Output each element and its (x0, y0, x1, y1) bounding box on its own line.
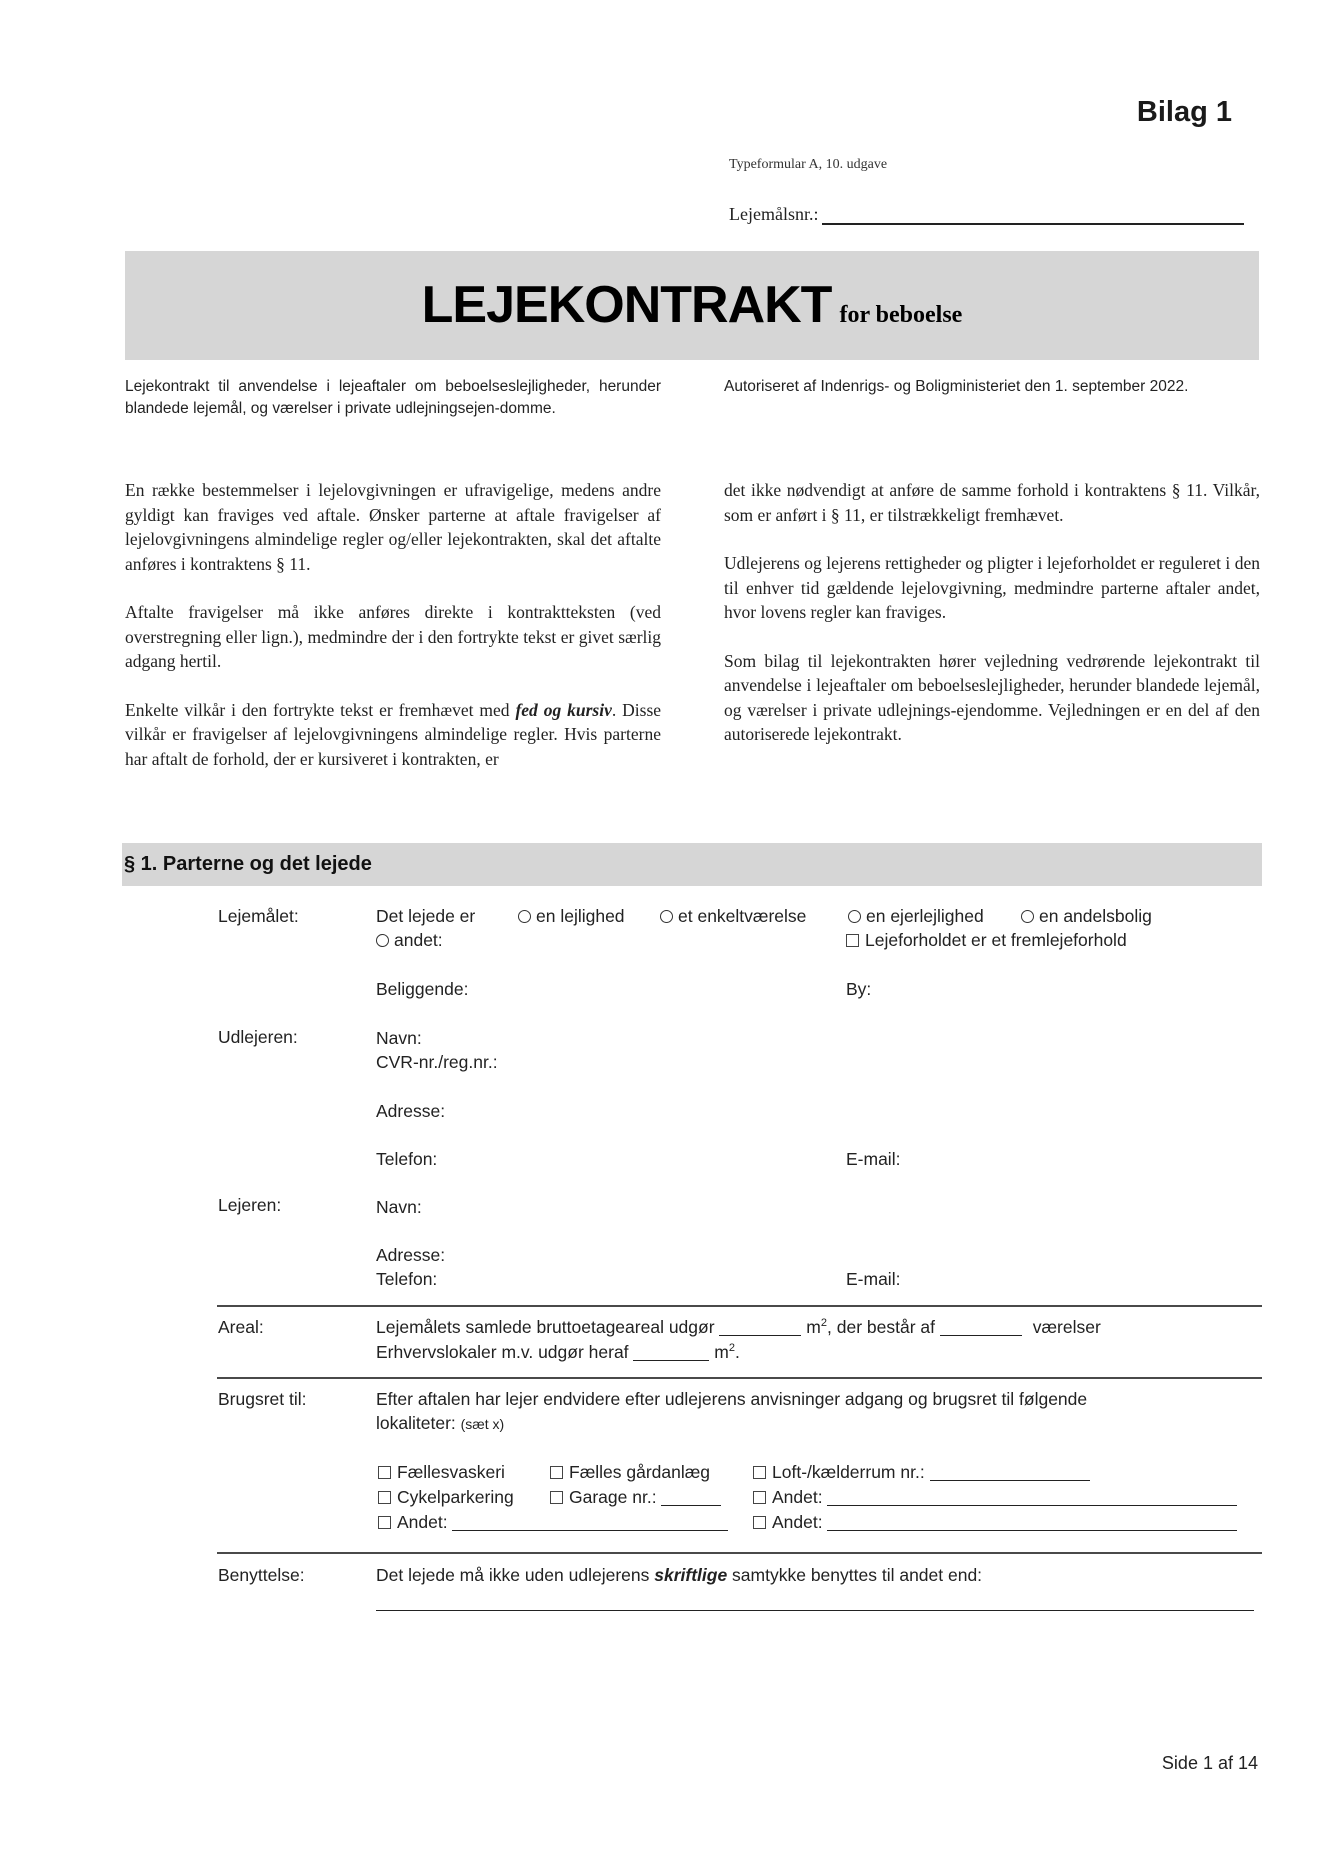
radio-icon[interactable] (376, 934, 389, 947)
area-line-2 (376, 1342, 740, 1363)
checkbox-label: Loft-/kælderrum nr.: (772, 1462, 925, 1482)
document-subtitle: for beboelse (839, 302, 963, 328)
checkbox-label: Lejeforholdet er et fremlejeforhold (865, 930, 1127, 950)
divider (217, 1377, 1262, 1379)
document-title: LEJEKONTRAKT (421, 276, 832, 334)
permitted-use-input[interactable] (376, 1610, 1254, 1611)
attic-basement-number-input[interactable] (930, 1465, 1090, 1481)
option-label: en ejerlejlighed (866, 906, 984, 926)
radio-icon[interactable] (1021, 910, 1034, 923)
title-band (125, 251, 1259, 360)
location-label: Beliggende: (376, 979, 469, 999)
option-label: en lejlighed (536, 906, 625, 926)
option-label: andet: (394, 930, 443, 950)
use-label: Benyttelse: (218, 1565, 305, 1585)
gross-area-input[interactable] (719, 1320, 801, 1336)
landlord-address-label: Adresse: (376, 1101, 446, 1121)
emphasis-text: fed og kursiv (515, 699, 612, 720)
tenant-address-label: Adresse: (376, 1245, 446, 1265)
unit-exponent: 2 (820, 1317, 827, 1330)
text-segment: samtykke benyttes til andet end: (727, 1565, 983, 1585)
radio-icon[interactable] (518, 910, 531, 923)
checkbox-other-1[interactable] (753, 1487, 1237, 1508)
option-apartment[interactable] (518, 906, 625, 927)
checkbox-icon[interactable] (753, 1491, 766, 1504)
attachment-label: Bilag 1 (1136, 96, 1232, 128)
tenant-email-label: E-mail: (846, 1269, 901, 1289)
unit-exponent: 2 (728, 1342, 735, 1355)
checkbox-label: Andet: (772, 1512, 823, 1532)
checkbox-icon[interactable] (550, 1466, 563, 1479)
text-segment: lokaliteter: (376, 1413, 456, 1433)
checkbox-garage[interactable] (550, 1487, 721, 1508)
area-line-1 (376, 1317, 1101, 1338)
unit-label: m (714, 1342, 729, 1362)
tenant-phone-label: Telefon: (376, 1269, 438, 1289)
checkbox-laundry[interactable] (378, 1462, 505, 1483)
divider (217, 1305, 1262, 1307)
option-condominium[interactable] (848, 906, 984, 927)
radio-icon[interactable] (660, 910, 673, 923)
rooms-count-input[interactable] (940, 1320, 1022, 1336)
checkbox-attic-basement[interactable] (753, 1462, 1090, 1483)
premises-intro: Det lejede er (376, 906, 476, 926)
text-segment: . (735, 1342, 740, 1362)
section-title: § 1. Parterne og det lejede (124, 853, 372, 875)
checkbox-icon[interactable] (846, 934, 859, 947)
commercial-area-input[interactable] (633, 1345, 709, 1361)
text-segment: . Disse vilkår er fravigelser af lejelovgivningens almindelige regler. Hvis parterne har aftalt de forhold, der er kursiveret i kontrakten, er (125, 699, 662, 769)
area-label: Areal: (218, 1317, 264, 1337)
checkbox-icon[interactable] (378, 1491, 391, 1504)
other-3-input[interactable] (827, 1515, 1237, 1531)
option-single-room[interactable] (660, 906, 806, 927)
checkbox-label: Fællesvaskeri (397, 1462, 505, 1482)
sublease-checkbox[interactable] (846, 930, 1127, 951)
form-edition: Typeformular A, 10. udgave (729, 157, 888, 172)
checkbox-bike-parking[interactable] (378, 1487, 514, 1508)
lease-number-label: Lejemålsnr.: (729, 204, 819, 224)
text-segment: Det lejede må ikke uden udlejerens (376, 1565, 655, 1585)
checkbox-label: Garage nr.: (569, 1487, 657, 1507)
lease-number-input[interactable] (822, 207, 1244, 225)
checkbox-icon[interactable] (378, 1466, 391, 1479)
option-other[interactable] (376, 930, 443, 951)
text-segment: værelser (1032, 1317, 1101, 1337)
instructions-paragraph: En række bestemmelser i lejelovgivningen er ufravigelige, medens andre gyldigt kan fraviges ved aftale. Ønsker parterne at aftale fravigelser af lejelovgivningens almindelige regler og/eller lejekontrakten, skal det aftalte anføres i kontraktens § 11. (125, 480, 661, 574)
landlord-email-label: E-mail: (846, 1149, 901, 1169)
instructions-paragraph: det ikke nødvendigt at anføre de samme forhold i kontraktens § 11. Vilkår, som er anført i § 11, er tilstrækkeligt fremhævet. (724, 480, 1260, 525)
lease-number-field (729, 204, 1244, 225)
checkbox-other-2[interactable] (378, 1512, 728, 1533)
instructions-left-column (125, 478, 661, 795)
instructions-paragraph (125, 698, 661, 772)
emphasis-text: skriftlige (654, 1565, 728, 1585)
instructions-paragraph: Som bilag til lejekontrakten hører vejledning vedrørende lejekontrakt til anvendelse i lejeaftaler om beboelseslejligheder, herunder blandede lejemål, og værelser i private udlejnings-ejendomme. Vejledningen er en del af den autoriserede lejekontrakt. (724, 650, 1260, 744)
divider (217, 1552, 1262, 1554)
text-segment: Erhvervslokaler m.v. udgør heraf (376, 1342, 629, 1362)
instructions-right-column (724, 478, 1260, 771)
usage-rights-label: Brugsret til: (218, 1389, 307, 1409)
option-cooperative[interactable] (1021, 906, 1152, 927)
checkbox-other-3[interactable] (753, 1512, 1237, 1533)
page-number: Side 1 af 14 (1161, 1753, 1258, 1773)
unit-label: m (806, 1317, 821, 1337)
garage-number-input[interactable] (661, 1490, 721, 1506)
text-segment: Enkelte vilkår i den fortrykte tekst er fremhævet med (125, 699, 516, 720)
usage-rights-hint: (sæt x) (460, 1416, 505, 1432)
text-segment: Lejemålets samlede bruttoetageareal udgør (376, 1317, 715, 1337)
checkbox-label: Andet: (397, 1512, 448, 1532)
checkbox-icon[interactable] (378, 1516, 391, 1529)
landlord-cvr-label: CVR-nr./reg.nr.: (376, 1052, 498, 1072)
premises-label: Lejemålet: (218, 906, 299, 926)
text-segment: , der består af (827, 1317, 935, 1337)
usage-rights-text: Efter aftalen har lejer endvidere efter udlejerens anvisninger adgang og brugsret til følgende (376, 1389, 1088, 1409)
checkbox-label: Andet: (772, 1487, 823, 1507)
option-label: en andelsbolig (1039, 906, 1152, 926)
checkbox-icon[interactable] (753, 1516, 766, 1529)
tenant-label: Lejeren: (218, 1195, 282, 1215)
landlord-label: Udlejeren: (218, 1027, 298, 1047)
city-label: By: (846, 979, 872, 999)
checkbox-icon[interactable] (550, 1491, 563, 1504)
other-2-input[interactable] (452, 1515, 728, 1531)
landlord-name-label: Navn: (376, 1028, 422, 1048)
checkbox-courtyard[interactable] (550, 1462, 710, 1483)
other-1-input[interactable] (827, 1490, 1237, 1506)
checkbox-icon[interactable] (753, 1466, 766, 1479)
checkbox-label: Cykelparkering (397, 1487, 514, 1507)
authorization-note: Autoriseret af Indenrigs- og Boligministeriet den 1. september 2022. (724, 378, 1189, 395)
option-label: et enkeltværelse (678, 906, 807, 926)
instructions-paragraph: Aftalte fravigelser må ikke anføres direkte i kontraktteksten (ved overstregning eller lign.), medmindre der i den fortrykte tekst er givet særlig adgang hertil. (125, 602, 661, 671)
tenant-name-label: Navn: (376, 1197, 422, 1217)
radio-icon[interactable] (848, 910, 861, 923)
section-1-header (122, 843, 1262, 886)
landlord-phone-label: Telefon: (376, 1149, 438, 1169)
intro-description: Lejekontrakt til anvendelse i lejeaftaler om beboelseslejligheder, herunder blandede lejemål, og værelser i private udlejningsejen-domme. (125, 378, 661, 417)
usage-rights-hint-line (376, 1413, 504, 1434)
checkbox-label: Fælles gårdanlæg (569, 1462, 711, 1482)
use-text (376, 1565, 982, 1586)
instructions-paragraph: Udlejerens og lejerens rettigheder og pligter i lejeforholdet er reguleret i den til enhver tid gældende lejelovgivning, medmindre parterne aftaler andet, hvor lovens regler kan fraviges. (724, 553, 1260, 622)
